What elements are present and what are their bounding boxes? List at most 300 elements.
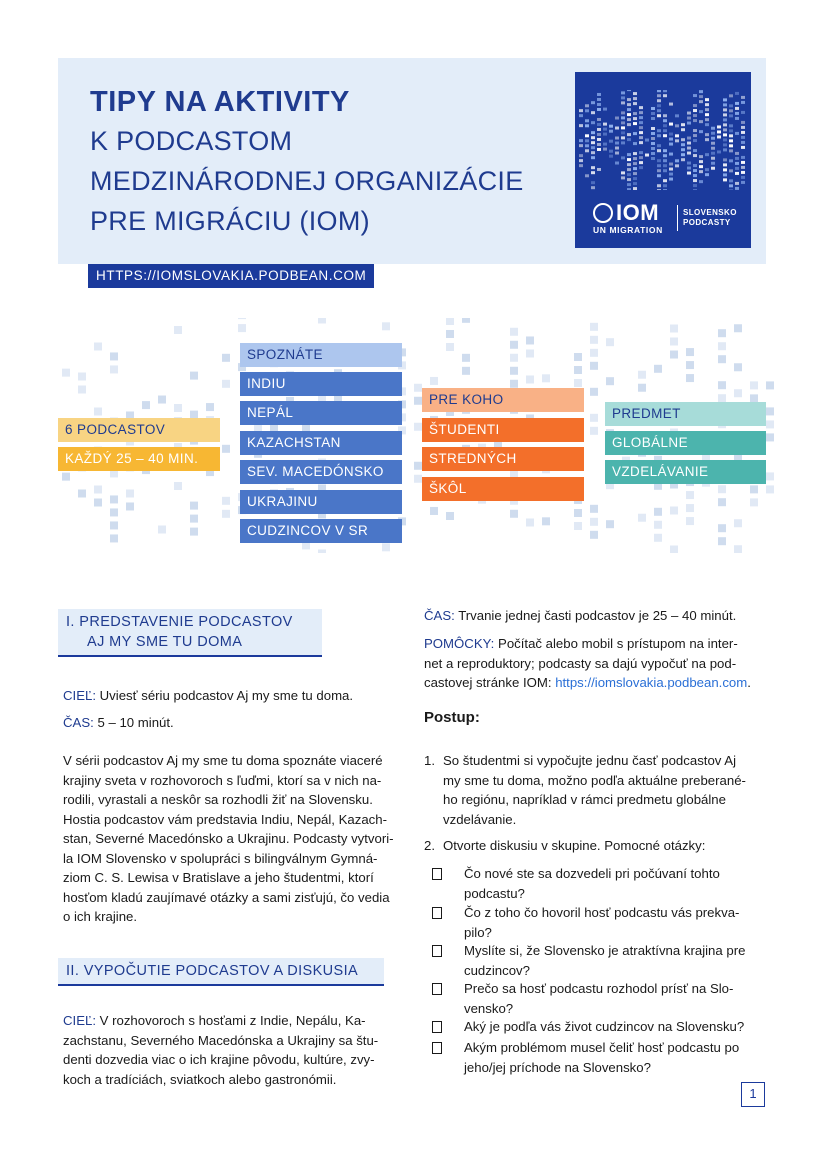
soundwave-bar	[597, 128, 601, 131]
soundwave-bar	[609, 130, 613, 133]
soundwave-bar	[723, 138, 727, 141]
soundwave-bar	[693, 94, 697, 97]
soundwave-bar	[687, 117, 691, 120]
decorative-square	[318, 318, 326, 323]
soundwave-bar	[585, 104, 589, 107]
subject-item: GLOBÁLNE	[605, 431, 766, 455]
checkbox-bullet-icon	[432, 945, 442, 957]
soundwave-bar	[639, 111, 643, 114]
soundwave-bar	[627, 123, 631, 126]
soundwave-bar	[603, 128, 607, 131]
soundwave-bar	[591, 156, 595, 159]
materials-label: POMÔCKY:	[424, 636, 495, 651]
decorative-square	[126, 489, 134, 497]
decorative-square	[670, 325, 678, 333]
soundwave-bar	[699, 155, 703, 158]
soundwave-bar	[627, 158, 631, 161]
soundwave-bar	[639, 141, 643, 144]
soundwave-bar	[657, 129, 661, 132]
soundwave-bar	[639, 106, 643, 109]
decorative-square	[190, 515, 198, 523]
soundwave-bar	[627, 173, 631, 176]
decorative-square	[654, 521, 662, 529]
soundwave-bar	[729, 134, 733, 137]
soundwave-bar	[735, 102, 739, 105]
decorative-square	[510, 367, 518, 375]
soundwave-bar	[663, 90, 667, 92]
decorative-square	[110, 495, 118, 503]
soundwave-bar	[669, 143, 673, 146]
decorative-square	[206, 403, 214, 411]
soundwave-bar	[591, 131, 595, 134]
section-1-heading-line1: I. PREDSTAVENIE PODCASTOV	[66, 614, 293, 630]
soundwave-bar	[711, 137, 715, 140]
time-text: 5 – 10 minút.	[93, 715, 174, 730]
decorative-square	[510, 354, 518, 362]
logo-un-migration: UN MIGRATION	[593, 225, 663, 235]
soundwave-bar	[663, 184, 667, 187]
country-item: NEPÁL	[240, 401, 402, 425]
soundwave-bar	[693, 129, 697, 132]
logo-divider	[677, 205, 678, 231]
decorative-square	[510, 510, 518, 518]
soundwave-bar	[651, 112, 655, 115]
decorative-square	[686, 517, 694, 525]
soundwave-bar	[621, 111, 625, 114]
soundwave-bar	[699, 100, 703, 103]
soundwave-bar	[639, 151, 643, 154]
decorative-square	[94, 486, 102, 494]
soundwave-bar	[717, 135, 721, 138]
logo-sub-1: SLOVENSKO	[683, 208, 737, 217]
decorative-square	[158, 396, 166, 404]
materials-line: net a reproduktory; podcasty sa dajú vypočuť na pod-	[424, 655, 737, 671]
soundwave-bar	[669, 103, 673, 106]
soundwave-bar	[627, 183, 631, 186]
decorative-square	[590, 388, 598, 396]
section-1-heading-line2: AJ MY SME TU DOMA	[87, 634, 243, 650]
soundwave-bar	[705, 133, 709, 136]
decorative-square	[430, 507, 438, 515]
decorative-square	[686, 374, 694, 382]
time-label: ČAS:	[424, 608, 455, 623]
soundwave-bar	[657, 164, 661, 167]
soundwave-bar	[597, 168, 601, 171]
predmet-heading: PREDMET	[605, 402, 766, 426]
soundwave-bar	[597, 133, 601, 136]
decorative-square	[638, 514, 646, 522]
soundwave-bar	[633, 97, 637, 100]
decorative-square	[670, 338, 678, 346]
step-line: my sme tu doma, možno podľa aktuálne preberané-	[443, 772, 746, 788]
soundwave-bar	[597, 123, 601, 126]
soundwave-bar	[663, 134, 667, 137]
soundwave-bar	[681, 123, 685, 126]
decorative-square	[110, 534, 118, 542]
question-line: Aký je podľa vás život cudzincov na Slovensku?	[464, 1019, 745, 1034]
soundwave-bar	[633, 112, 637, 115]
body-line: rodili, vyrastali a neskôr sa rozhodli žiť na Slovensku.	[63, 792, 373, 807]
decorative-square	[590, 349, 598, 357]
decorative-square	[686, 504, 694, 512]
soundwave-bar	[705, 153, 709, 156]
soundwave-bar	[705, 168, 709, 171]
question-item	[432, 864, 767, 903]
step-line: ho regiónu, napríklad v rámci predmetu globálne	[443, 792, 726, 807]
decorative-square	[238, 324, 246, 332]
decorative-square	[766, 485, 774, 493]
soundwave-bar	[669, 133, 673, 136]
audience-item: STREDNÝCH	[422, 447, 584, 471]
soundwave-bar	[729, 144, 733, 147]
soundwave-bar	[723, 128, 727, 131]
country-item: CUDZINCOV V SR	[240, 519, 402, 543]
soundwave-bar	[693, 149, 697, 152]
soundwave-bar	[693, 169, 697, 172]
iom-logo	[575, 72, 751, 248]
soundwave-bar	[735, 152, 739, 155]
decorative-square	[414, 384, 422, 392]
decorative-square	[190, 502, 198, 510]
soundwave-bar	[663, 159, 667, 162]
decorative-square	[750, 485, 758, 493]
soundwave-bar	[675, 139, 679, 142]
decorative-square	[446, 343, 454, 351]
body-line: ziom C. S. Lewisa v Bratislave a jeho študentmi, ktorí	[63, 870, 374, 885]
section-1-heading	[58, 609, 322, 657]
step-line: So študentmi si vypočujte jednu časť podcastov Aj	[443, 753, 737, 768]
decorative-square	[414, 423, 422, 431]
soundwave-bar	[639, 161, 643, 164]
soundwave-bar	[693, 154, 697, 157]
decorative-square	[446, 318, 454, 325]
soundwave-bar	[627, 133, 631, 136]
soundwave-bar	[735, 92, 739, 95]
soundwave-bar	[657, 109, 661, 112]
soundwave-bar	[663, 114, 667, 117]
soundwave-bar	[609, 155, 613, 158]
decorative-square	[606, 520, 614, 528]
soundwave-bar	[651, 127, 655, 130]
soundwave-bar	[705, 173, 709, 176]
soundwave-bar	[639, 126, 643, 129]
soundwave-bar	[615, 142, 619, 145]
soundwave-bar	[579, 144, 583, 147]
soundwave-bar	[735, 132, 739, 135]
soundwave-bar	[681, 158, 685, 161]
soundwave-bar	[591, 146, 595, 149]
soundwave-bar	[729, 124, 733, 127]
soundwave-bar	[591, 101, 595, 104]
decorative-square	[510, 380, 518, 388]
soundwave-bar	[591, 186, 595, 189]
soundwave-bar	[699, 130, 703, 133]
decorative-square	[510, 341, 518, 349]
soundwave-bar	[597, 108, 601, 111]
soundwave-bar	[603, 123, 607, 126]
soundwave-bar	[675, 124, 679, 127]
soundwave-bar	[687, 112, 691, 115]
soundwave-bar	[597, 138, 601, 141]
soundwave-bar	[729, 169, 733, 172]
decorative-square	[174, 326, 182, 334]
soundwave-bar	[699, 110, 703, 113]
soundwave-bar	[735, 157, 739, 160]
decorative-square	[574, 522, 582, 530]
podcast-duration: KAŽDÝ 25 – 40 MIN.	[58, 447, 220, 471]
soundwave-bar	[729, 94, 733, 97]
decorative-square	[686, 348, 694, 356]
soundwave-bar	[585, 119, 589, 122]
soundwave-bar	[609, 140, 613, 143]
decorative-square	[750, 381, 758, 389]
soundwave-bar	[621, 121, 625, 124]
decorative-square	[766, 472, 774, 480]
time-label: ČAS:	[63, 715, 94, 730]
soundwave-bar	[579, 114, 583, 117]
body-line: V sérii podcastov Aj my sme tu doma spoznáte viaceré	[63, 753, 383, 768]
soundwave-bar	[657, 94, 661, 97]
soundwave-bar	[699, 90, 703, 93]
soundwave-bar	[711, 152, 715, 155]
soundwave-bar	[681, 153, 685, 156]
decorative-square	[222, 445, 230, 453]
soundwave-bar	[597, 93, 601, 96]
soundwave-bar	[657, 184, 661, 187]
soundwave-bar	[657, 104, 661, 107]
question-item	[432, 941, 767, 980]
soundwave-bar	[639, 131, 643, 134]
soundwave-bar	[657, 90, 661, 92]
soundwave-bar	[621, 101, 625, 104]
soundwave-bar	[621, 126, 625, 129]
soundwave-bar	[729, 184, 733, 187]
soundwave-bar	[627, 98, 631, 101]
soundwave-bar	[597, 118, 601, 121]
decorative-square	[222, 354, 230, 362]
soundwave-bar	[741, 146, 745, 149]
soundwave-bar	[663, 129, 667, 132]
soundwave-bar	[741, 111, 745, 114]
decorative-square	[654, 365, 662, 373]
decorative-square	[222, 510, 230, 518]
materials-line: Počítač alebo mobil s prístupom na inter-	[494, 636, 738, 651]
soundwave-bar	[669, 123, 673, 126]
decorative-square	[638, 384, 646, 392]
soundwave-bar	[657, 174, 661, 177]
soundwave-bar	[723, 158, 727, 161]
question-line: Akým problémom musel čeliť hosť podcastu po	[464, 1040, 740, 1055]
question-line: podcastu?	[464, 885, 525, 901]
section-1-body	[63, 751, 408, 927]
step-1	[424, 751, 769, 829]
body-line: o ich krajine.	[63, 909, 138, 924]
soundwave-bar	[627, 168, 631, 171]
decorative-square	[62, 369, 70, 377]
logo-sub-2: PODCASTY	[683, 218, 731, 227]
soundwave-bar	[741, 96, 745, 99]
soundwave-bar	[729, 189, 733, 190]
question-line: jeho/jej príchode na Slovensko?	[464, 1059, 651, 1075]
decorative-square	[446, 330, 454, 338]
decorative-square	[190, 528, 198, 536]
decorative-square	[670, 507, 678, 515]
decorative-square	[382, 322, 390, 330]
soundwave-bar	[585, 144, 589, 147]
soundwave-bar	[711, 147, 715, 150]
soundwave-bar	[723, 178, 727, 181]
soundwave-bar	[717, 125, 721, 128]
section-1-time	[63, 713, 403, 733]
question-line: Čo z toho čo hovoril hosť podcastu vás prekva-	[464, 905, 740, 920]
soundwave-bar	[657, 99, 661, 102]
materials-line: castovej stránke IOM:	[424, 675, 556, 690]
soundwave-bar	[687, 172, 691, 175]
soundwave-bar	[591, 171, 595, 174]
soundwave-bar	[627, 113, 631, 116]
soundwave-bar	[687, 152, 691, 155]
soundwave-bar	[729, 149, 733, 152]
soundwave-bar	[639, 166, 643, 169]
decorative-square	[718, 381, 726, 389]
soundwave-bar	[699, 95, 703, 98]
decorative-square	[606, 377, 614, 385]
soundwave-bar	[711, 167, 715, 170]
soundwave-bar	[585, 109, 589, 112]
soundwave-bar	[615, 152, 619, 155]
soundwave-bar	[627, 118, 631, 121]
soundwave-bar	[627, 188, 631, 190]
soundwave-bar	[579, 164, 583, 167]
decorative-square	[78, 372, 86, 380]
body-line: krajiny sveta v rozhovoroch s ľuďmi, ktorí sa v nich na-	[63, 772, 382, 788]
podcast-url-link[interactable]: HTTPS://IOMSLOVAKIA.PODBEAN.COM	[88, 264, 374, 288]
soundwave-bar	[645, 154, 649, 157]
soundwave-graphic	[575, 90, 751, 190]
decorative-square	[670, 546, 678, 553]
soundwave-bar	[729, 109, 733, 112]
soundwave-bar	[633, 162, 637, 165]
decorative-square	[686, 361, 694, 369]
soundwave-bar	[663, 119, 667, 122]
soundwave-bar	[591, 121, 595, 124]
decorative-square	[766, 407, 774, 415]
soundwave-bar	[717, 150, 721, 153]
section-2-body	[63, 1011, 408, 1089]
decorative-square	[174, 482, 182, 490]
soundwave-bar	[693, 164, 697, 167]
soundwave-bar	[615, 127, 619, 130]
decorative-square	[734, 389, 742, 397]
decorative-square	[414, 462, 422, 470]
decorative-square	[718, 485, 726, 493]
soundwave-bar	[663, 179, 667, 182]
decorative-square	[142, 401, 150, 409]
decorative-square	[158, 526, 166, 534]
soundwave-bar	[687, 137, 691, 140]
soundwave-bar	[705, 103, 709, 106]
soundwave-bar	[657, 144, 661, 147]
soundwave-bar	[663, 169, 667, 172]
soundwave-bar	[633, 142, 637, 145]
soundwave-bar	[639, 116, 643, 119]
soundwave-bar	[699, 170, 703, 173]
soundwave-bar	[705, 138, 709, 141]
soundwave-bar	[693, 119, 697, 122]
soundwave-bar	[693, 174, 697, 177]
decorative-square	[590, 531, 598, 539]
decorative-square	[462, 354, 470, 362]
question-item	[432, 1038, 767, 1077]
decorative-square	[718, 329, 726, 337]
soundwave-bar	[633, 172, 637, 175]
country-item: UKRAJINU	[240, 490, 402, 514]
step-number: 2.	[424, 838, 435, 853]
body-line: hosťom kladú zaujímavé otázky a sami zisťujú, čo vedia	[63, 889, 390, 905]
soundwave-bar	[603, 108, 607, 111]
decorative-square	[462, 318, 470, 323]
soundwave-bar	[621, 176, 625, 179]
soundwave-bar	[681, 138, 685, 141]
soundwave-bar	[711, 127, 715, 130]
soundwave-bar	[741, 141, 745, 144]
checkbox-bullet-icon	[432, 1021, 442, 1033]
soundwave-bar	[693, 109, 697, 112]
decorative-square	[718, 355, 726, 363]
soundwave-bar	[621, 136, 625, 139]
soundwave-bar	[663, 189, 667, 190]
title-line-3: PRE MIGRÁCIU (IOM)	[90, 206, 370, 236]
question-line: pilo?	[464, 924, 492, 940]
decorative-square	[62, 473, 70, 481]
soundwave-bar	[699, 160, 703, 163]
soundwave-bar	[591, 141, 595, 144]
question-item	[432, 1017, 767, 1037]
decorative-square	[542, 517, 550, 525]
soundwave-bar	[723, 133, 727, 136]
soundwave-bar	[585, 149, 589, 152]
decorative-square	[510, 328, 518, 336]
soundwave-bar	[741, 136, 745, 139]
decorative-square	[94, 499, 102, 507]
question-item	[432, 979, 767, 1018]
soundwave-bar	[705, 108, 709, 111]
decorative-square	[766, 381, 774, 389]
question-line: Myslíte si, že Slovensko je atraktívna krajina pre	[464, 943, 746, 958]
decorative-square	[654, 534, 662, 542]
soundwave-bar	[579, 159, 583, 162]
soundwave-bar	[633, 177, 637, 180]
soundwave-bar	[591, 166, 595, 169]
soundwave-bar	[633, 152, 637, 155]
step-line: Otvorte diskusiu v skupine. Pomocné otázky:	[443, 838, 706, 853]
soundwave-bar	[711, 162, 715, 165]
soundwave-bar	[663, 94, 667, 97]
soundwave-bar	[675, 134, 679, 137]
decorative-square	[110, 365, 118, 373]
section-1-goal	[63, 686, 403, 706]
section-2-heading: II. VYPOČUTIE PODCASTOV A DISKUSIA	[58, 958, 384, 986]
podbean-link[interactable]: https://iomslovakia.podbean.com	[555, 675, 748, 690]
question-item	[432, 903, 767, 942]
soundwave-bar	[675, 114, 679, 117]
soundwave-bar	[621, 116, 625, 119]
soundwave-bar	[723, 163, 727, 166]
soundwave-bar	[669, 173, 673, 176]
decorative-square	[686, 491, 694, 499]
decorative-square	[382, 543, 390, 551]
soundwave-bar	[651, 107, 655, 110]
